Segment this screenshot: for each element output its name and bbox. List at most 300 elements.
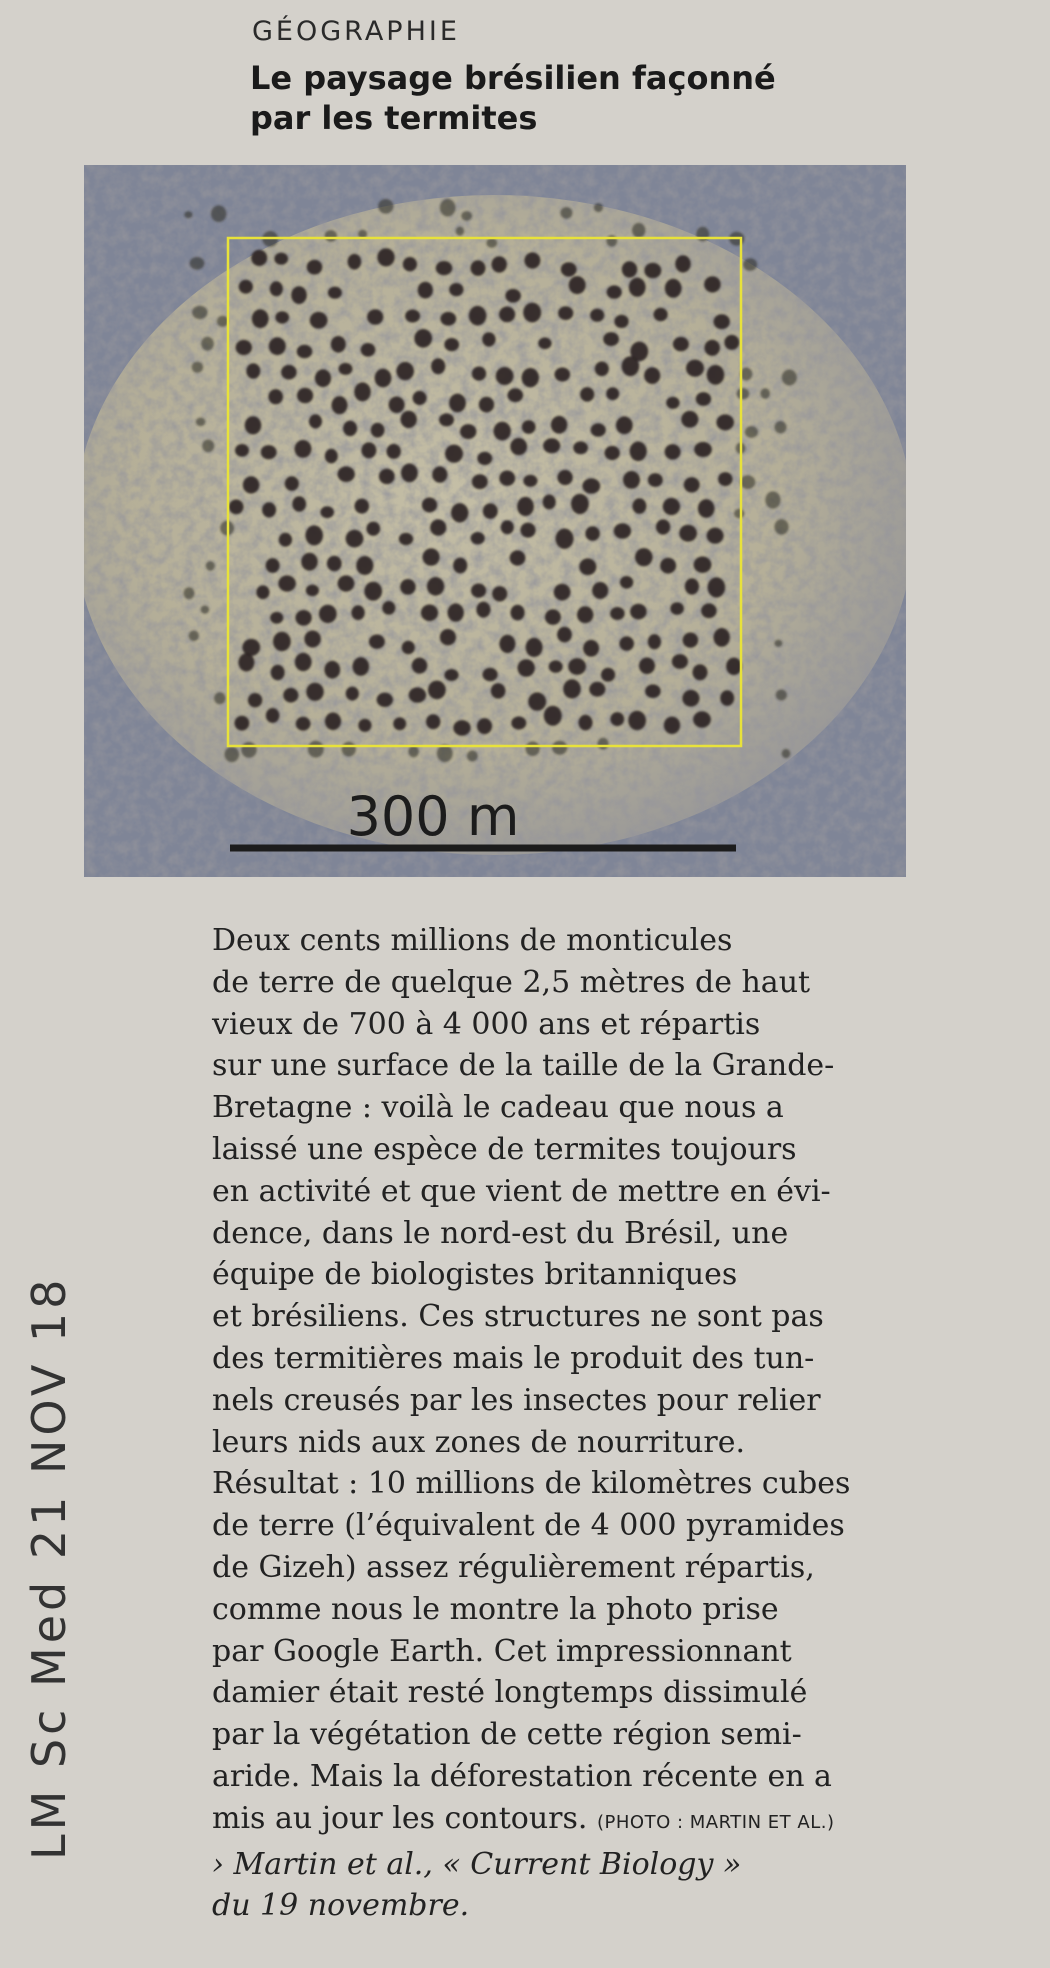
termite-mound bbox=[726, 658, 742, 675]
termite-mound bbox=[560, 207, 572, 219]
termite-mound bbox=[491, 683, 506, 699]
termite-mound bbox=[467, 751, 478, 762]
termite-mound bbox=[694, 557, 712, 573]
termite-mound bbox=[295, 610, 311, 626]
body-line: Résultat : 10 millions de kilomètres cubes bbox=[212, 1466, 851, 1502]
termite-mound bbox=[774, 640, 782, 647]
termite-mound bbox=[496, 367, 514, 385]
termite-mound bbox=[656, 519, 670, 534]
termite-mound bbox=[460, 424, 476, 439]
termite-mound bbox=[211, 205, 226, 222]
termite-mound bbox=[740, 475, 755, 489]
termite-mound bbox=[683, 633, 699, 648]
termite-mound bbox=[743, 258, 757, 271]
termite-mound bbox=[453, 720, 470, 736]
termite-mound bbox=[367, 309, 383, 325]
termite-mound bbox=[271, 665, 285, 680]
termite-mound bbox=[483, 503, 498, 519]
termite-mound bbox=[201, 337, 214, 351]
body-line: et brésiliens. Ces structures ne sont pas bbox=[212, 1299, 824, 1335]
termite-mound bbox=[279, 533, 292, 547]
termite-mound bbox=[589, 682, 605, 697]
termite-mound bbox=[364, 582, 382, 601]
termite-mound bbox=[555, 368, 571, 382]
termite-mound bbox=[528, 692, 546, 710]
termite-mound bbox=[614, 315, 628, 328]
termite-mound bbox=[408, 746, 418, 758]
termite-mound bbox=[569, 276, 586, 294]
termite-mound bbox=[461, 211, 472, 221]
termite-mound bbox=[483, 668, 498, 682]
termite-mound bbox=[235, 444, 249, 457]
body-line: équipe de biologistes britanniques bbox=[212, 1257, 738, 1293]
termite-mound bbox=[648, 634, 661, 649]
termite-mound bbox=[339, 363, 353, 375]
termite-mound bbox=[413, 391, 427, 405]
termite-mound bbox=[315, 369, 331, 387]
termite-mound bbox=[444, 338, 459, 351]
termite-mound bbox=[356, 556, 373, 575]
termite-mound bbox=[348, 254, 362, 270]
termite-mound bbox=[654, 308, 668, 322]
termite-mound bbox=[389, 397, 405, 414]
termite-mound bbox=[243, 476, 260, 493]
termite-mound bbox=[568, 658, 586, 675]
termite-mound bbox=[545, 609, 561, 625]
termite-mound bbox=[295, 440, 312, 458]
termite-mound bbox=[423, 548, 440, 565]
termite-mound bbox=[551, 416, 567, 434]
termite-mound bbox=[343, 421, 357, 437]
termite-mound bbox=[377, 693, 393, 707]
termite-mound bbox=[275, 311, 289, 323]
termite-mound bbox=[499, 307, 515, 323]
termite-mound bbox=[201, 606, 210, 614]
termite-mound bbox=[472, 474, 488, 489]
termite-mound bbox=[307, 260, 323, 275]
termite-mound bbox=[414, 329, 432, 348]
termite-mound bbox=[776, 690, 787, 701]
termite-mound bbox=[338, 575, 355, 591]
termite-mound bbox=[377, 248, 394, 266]
termite-mound bbox=[412, 658, 428, 674]
termite-mound bbox=[577, 606, 593, 623]
body-line: par Google Earth. Cet impressionnant bbox=[212, 1633, 792, 1669]
termite-mound bbox=[471, 532, 485, 544]
termite-mound bbox=[622, 356, 640, 376]
termite-mound bbox=[614, 523, 631, 538]
satellite-photo-canvas bbox=[84, 165, 906, 877]
termite-mound bbox=[451, 503, 468, 522]
termite-mound bbox=[301, 553, 318, 571]
termite-mound bbox=[543, 495, 556, 510]
termite-mound bbox=[477, 452, 492, 465]
termite-mound bbox=[472, 367, 486, 381]
body-line: en activité et que vient de mettre en évi- bbox=[212, 1173, 831, 1209]
termite-mound bbox=[292, 496, 306, 512]
termite-mound bbox=[332, 396, 348, 414]
termite-mound bbox=[426, 714, 440, 729]
termite-mound bbox=[437, 745, 453, 762]
satellite-photo bbox=[84, 165, 906, 877]
termite-mound bbox=[698, 499, 715, 518]
termite-mound bbox=[351, 605, 364, 620]
termite-mound bbox=[582, 478, 600, 493]
body-line: nels creusés par les insectes pour relier bbox=[212, 1382, 821, 1418]
termite-mound bbox=[682, 690, 699, 707]
termite-mound bbox=[283, 688, 298, 703]
termite-mound bbox=[592, 582, 608, 599]
headline-line-1: Le paysage brésilien façonné bbox=[250, 59, 776, 97]
termite-mound bbox=[681, 411, 698, 428]
termite-mound bbox=[428, 681, 446, 700]
body-line: Bretagne : voilà le cadeau que nous a bbox=[212, 1090, 784, 1126]
termite-mound bbox=[663, 498, 680, 515]
termite-mound bbox=[595, 362, 609, 377]
scale-label: 300 m bbox=[346, 785, 520, 848]
termite-mound bbox=[620, 576, 633, 589]
termite-mound bbox=[269, 337, 286, 355]
termite-mound bbox=[239, 280, 253, 294]
article-headline bbox=[250, 58, 870, 138]
termite-mound bbox=[707, 528, 724, 544]
termite-mound bbox=[256, 585, 269, 599]
termite-mound bbox=[760, 388, 770, 399]
body-line: Deux cents millions de monticules bbox=[212, 923, 733, 958]
termite-mound bbox=[409, 687, 426, 702]
handwritten-annotation: LM Sc Med 21 NOV 18 bbox=[22, 1275, 76, 1860]
termite-mound bbox=[782, 749, 791, 758]
body-line: de Gizeh) assez régulièrement répartis, bbox=[212, 1549, 815, 1585]
termite-mound bbox=[401, 411, 417, 428]
termite-mound bbox=[399, 533, 413, 545]
termite-mound bbox=[782, 370, 797, 386]
termite-mound bbox=[432, 466, 447, 482]
termite-mound bbox=[505, 289, 521, 303]
body-line: damier était resté longtemps dissimulé bbox=[212, 1675, 808, 1711]
termite-mound bbox=[696, 392, 711, 406]
termite-mound bbox=[511, 717, 526, 730]
termite-mound bbox=[607, 285, 622, 298]
termite-mound bbox=[610, 607, 625, 620]
termite-mound bbox=[328, 287, 342, 299]
termite-mound bbox=[501, 520, 514, 534]
termite-mound bbox=[309, 414, 322, 428]
body-line: comme nous le montre la photo prise bbox=[212, 1591, 779, 1627]
termite-mound bbox=[306, 585, 319, 597]
termite-mound bbox=[306, 683, 324, 701]
termite-mound bbox=[238, 653, 254, 671]
termite-mound bbox=[431, 358, 445, 374]
termite-mound bbox=[297, 345, 313, 359]
termite-mound bbox=[445, 445, 463, 463]
termite-mound bbox=[694, 442, 712, 457]
termite-mound bbox=[556, 529, 574, 549]
termite-mound bbox=[476, 602, 490, 618]
termite-mound bbox=[557, 470, 572, 485]
termite-mound bbox=[492, 256, 507, 272]
body-line: de terre de quelque 2,5 mètres de haut bbox=[212, 964, 811, 1000]
termite-mound bbox=[510, 550, 526, 565]
photo-credit: (PHOTO : MARTIN ET AL.) bbox=[597, 1811, 835, 1833]
termite-mound bbox=[543, 438, 560, 453]
termite-mound bbox=[544, 706, 562, 726]
termite-mound bbox=[745, 426, 758, 438]
termite-mound bbox=[510, 438, 527, 455]
termite-mound bbox=[261, 445, 277, 459]
termite-mound bbox=[518, 659, 535, 677]
termite-mound bbox=[645, 684, 661, 698]
termite-mound bbox=[630, 604, 647, 620]
termite-mound bbox=[270, 281, 283, 296]
termite-mound bbox=[430, 519, 446, 535]
termite-mound bbox=[338, 466, 355, 482]
termite-mound bbox=[522, 420, 536, 434]
termite-mound bbox=[623, 471, 640, 489]
termite-mound bbox=[670, 602, 684, 615]
termite-mound bbox=[403, 257, 417, 271]
termite-mound bbox=[324, 661, 340, 679]
termite-mound bbox=[579, 558, 596, 575]
termite-mound bbox=[281, 365, 297, 380]
termite-mound bbox=[714, 628, 730, 647]
termite-mound bbox=[583, 640, 599, 657]
termite-mound bbox=[594, 203, 603, 212]
termite-mound bbox=[375, 369, 392, 388]
termite-mound bbox=[630, 442, 647, 462]
termite-mound bbox=[477, 718, 492, 734]
termite-mound bbox=[422, 498, 437, 513]
termite-mound bbox=[622, 261, 637, 277]
termite-mound bbox=[664, 717, 680, 734]
termite-mound bbox=[214, 692, 225, 704]
termite-mound bbox=[605, 446, 620, 460]
termite-mound bbox=[720, 690, 734, 706]
termite-mound bbox=[325, 713, 341, 731]
reference-line-2: du 19 novembre. bbox=[212, 1888, 470, 1924]
termite-mound bbox=[273, 632, 291, 652]
termite-mound bbox=[310, 312, 328, 329]
termite-mound bbox=[346, 687, 359, 701]
termite-mound bbox=[296, 717, 311, 731]
termite-mound bbox=[440, 629, 456, 645]
termite-mound bbox=[520, 523, 535, 538]
termite-mound bbox=[679, 525, 697, 542]
termite-mound bbox=[708, 577, 726, 597]
termite-mound bbox=[369, 635, 385, 649]
termite-mound bbox=[632, 498, 646, 514]
termite-mound bbox=[558, 306, 573, 320]
termite-mound bbox=[196, 418, 206, 427]
body-line: laissé une espèce de termites toujours bbox=[212, 1131, 797, 1167]
termite-mound bbox=[511, 605, 525, 621]
body-line: des termitières mais le produit des tun- bbox=[212, 1340, 815, 1376]
body-line: de terre (l’équivalent de 4 000 pyramides bbox=[212, 1508, 845, 1544]
termite-mound bbox=[606, 387, 619, 400]
termite-mound bbox=[268, 389, 283, 404]
body-line: vieux de 700 à 4 000 ans et répartis bbox=[212, 1006, 761, 1042]
termite-mound bbox=[590, 309, 604, 322]
termite-mound bbox=[366, 522, 380, 536]
body-line: par la végétation de cette région semi- bbox=[212, 1717, 802, 1753]
termite-mound bbox=[601, 668, 615, 682]
termite-mound bbox=[361, 343, 376, 357]
termite-mound bbox=[192, 362, 203, 373]
termite-mound bbox=[579, 715, 593, 731]
termite-mound bbox=[585, 526, 600, 541]
termite-mound bbox=[554, 584, 571, 601]
termite-mound bbox=[297, 388, 313, 404]
termite-mound bbox=[266, 558, 280, 573]
termite-mound bbox=[444, 669, 458, 681]
section-rubric: GÉOGRAPHIE bbox=[252, 16, 460, 47]
termite-mound bbox=[262, 502, 276, 517]
termite-mound bbox=[665, 279, 682, 298]
headline-line-2: par les termites bbox=[250, 99, 538, 137]
termite-mound bbox=[707, 365, 725, 385]
termite-mound bbox=[573, 441, 588, 454]
termite-mound bbox=[242, 639, 260, 656]
termite-mound bbox=[353, 657, 370, 676]
termite-mound bbox=[639, 658, 655, 675]
termite-mound bbox=[619, 636, 634, 650]
termite-mound bbox=[304, 631, 321, 648]
termite-mound bbox=[319, 605, 337, 623]
termite-mound bbox=[449, 283, 463, 296]
termite-mound bbox=[552, 741, 567, 755]
body-line: mis au jour les contours. bbox=[212, 1800, 588, 1836]
termite-mound bbox=[522, 368, 539, 387]
termite-mound bbox=[563, 679, 581, 698]
termite-mound bbox=[591, 423, 606, 437]
termite-mound bbox=[482, 332, 495, 346]
termite-mound bbox=[538, 338, 551, 350]
termite-mound bbox=[684, 477, 700, 492]
termite-mound bbox=[492, 586, 507, 601]
termite-mound bbox=[418, 282, 433, 299]
termite-mound bbox=[685, 578, 699, 594]
termite-mound bbox=[486, 238, 497, 248]
body-line: aride. Mais la déforestation récente en a bbox=[212, 1758, 832, 1794]
termite-mound bbox=[427, 577, 444, 596]
reference-line-1: › Martin et al., « Current Biology » bbox=[212, 1846, 742, 1882]
termite-mound bbox=[718, 472, 732, 486]
termite-mound bbox=[308, 741, 324, 758]
termite-mound bbox=[245, 416, 262, 434]
termite-mound bbox=[499, 635, 515, 653]
termite-mound bbox=[499, 471, 515, 486]
termite-mound bbox=[571, 494, 589, 514]
termite-mound bbox=[673, 337, 689, 351]
termite-mound bbox=[704, 276, 721, 292]
termite-mound bbox=[229, 500, 244, 515]
termite-mound bbox=[471, 584, 486, 598]
termite-mound bbox=[557, 627, 572, 643]
termite-mound bbox=[648, 473, 663, 487]
termite-mound bbox=[704, 340, 720, 356]
termite-mound bbox=[598, 738, 609, 750]
termite-mound bbox=[737, 388, 750, 399]
termite-mound bbox=[603, 332, 619, 346]
termite-mound bbox=[449, 394, 466, 413]
termite-mound bbox=[405, 310, 420, 323]
termite-mound bbox=[523, 303, 541, 323]
termite-mound bbox=[252, 309, 269, 328]
termite-mound bbox=[393, 717, 406, 730]
termite-mound bbox=[453, 558, 467, 574]
termite-mound bbox=[342, 742, 356, 757]
termite-mound bbox=[561, 262, 577, 276]
termite-mound bbox=[508, 388, 524, 402]
termite-mound bbox=[471, 260, 486, 276]
termite-mound bbox=[701, 603, 717, 618]
termite-mound bbox=[660, 558, 676, 574]
termite-mound bbox=[644, 263, 661, 279]
termite-mound bbox=[494, 422, 511, 441]
termite-mound bbox=[189, 631, 199, 642]
termite-mound bbox=[580, 387, 594, 402]
termite-mound bbox=[523, 475, 537, 487]
termite-mound bbox=[549, 660, 563, 672]
termite-mound bbox=[693, 664, 708, 680]
termite-mound bbox=[396, 362, 414, 380]
termite-mound bbox=[724, 335, 739, 350]
termite-mound bbox=[401, 464, 418, 483]
termite-mound bbox=[632, 223, 645, 238]
termite-mound bbox=[616, 416, 633, 434]
termite-mound bbox=[184, 211, 192, 218]
termite-mound bbox=[355, 499, 370, 514]
termite-mound bbox=[248, 693, 262, 707]
termite-mound bbox=[246, 363, 260, 378]
termite-mound bbox=[672, 654, 688, 669]
termite-mound bbox=[291, 286, 307, 304]
termite-mound bbox=[686, 360, 704, 377]
termite-mound bbox=[361, 442, 376, 458]
termite-mound bbox=[714, 314, 730, 329]
termite-mound bbox=[469, 306, 487, 326]
termite-mound bbox=[190, 257, 205, 270]
termite-mound bbox=[378, 199, 393, 214]
article-body bbox=[212, 920, 912, 1927]
termite-mound bbox=[285, 476, 299, 491]
termite-mound bbox=[325, 230, 337, 242]
termite-mound bbox=[251, 250, 267, 266]
termite-mound bbox=[236, 340, 252, 355]
body-line: leurs nids aux zones de nourriture. bbox=[212, 1424, 746, 1460]
termite-mound bbox=[241, 742, 256, 758]
termite-mound bbox=[456, 227, 464, 236]
termite-mound bbox=[629, 278, 646, 297]
body-line-with-credit bbox=[212, 1798, 912, 1844]
termite-mound bbox=[235, 716, 250, 731]
termite-mound bbox=[202, 440, 214, 453]
termite-mound bbox=[402, 641, 415, 655]
termite-mound bbox=[206, 561, 215, 571]
termite-mound bbox=[382, 601, 395, 615]
termite-mound bbox=[439, 413, 454, 426]
termite-mound bbox=[665, 444, 681, 460]
termite-mound bbox=[666, 397, 679, 409]
termite-mound bbox=[635, 548, 653, 566]
termite-mound bbox=[331, 336, 346, 353]
termite-mound bbox=[320, 506, 334, 518]
termite-mound bbox=[217, 316, 228, 327]
termite-mound bbox=[225, 747, 240, 762]
termite-mound bbox=[379, 469, 395, 485]
termite-mound bbox=[448, 603, 464, 621]
termite-mound bbox=[524, 252, 540, 268]
